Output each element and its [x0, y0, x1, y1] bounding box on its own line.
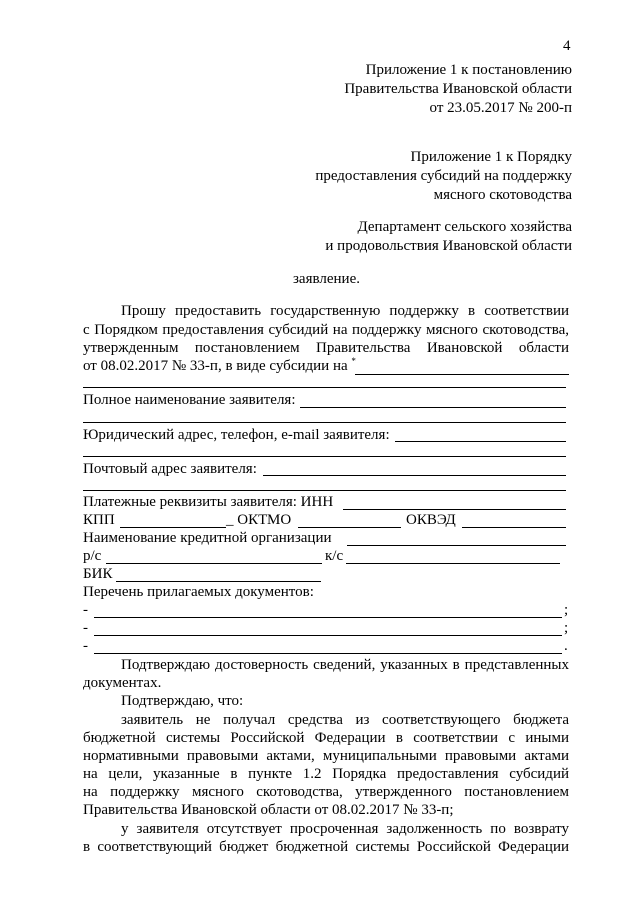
- ks-field[interactable]: [346, 563, 560, 564]
- rs-field[interactable]: [106, 563, 322, 564]
- postal-address-field-cont[interactable]: [83, 490, 566, 491]
- addressee-line-2: и продовольствия Ивановской области: [325, 238, 572, 254]
- full-name-label: Полное наименование заявителя:: [83, 392, 296, 408]
- subsidy-type-field-cont[interactable]: [83, 387, 566, 388]
- doc-item-1-dash: -: [83, 602, 88, 618]
- intro-line-4-text: от 08.02.2017 № 33-п, в виде субсидии на: [83, 358, 348, 374]
- doc-item-3-dash: -: [83, 638, 88, 654]
- doc-item-2-field[interactable]: [94, 635, 562, 636]
- intro-line-1: Прошу предоставить государственную поддержку в соответствии: [121, 303, 569, 319]
- doc-item-2-dash: -: [83, 620, 88, 636]
- full-name-field-cont[interactable]: [83, 422, 566, 423]
- para-1-line-5: на поддержку мясного скотоводства, утвержденного постановлением: [83, 784, 569, 800]
- legal-address-field-cont[interactable]: [83, 456, 566, 457]
- para-1-line-4: на цели, указанные в пункте 1.2 Порядка предоставления субсидий: [83, 766, 569, 782]
- header-annex-line-3: от 23.05.2017 № 200-п: [429, 100, 572, 116]
- header-annex-line-2: Правительства Ивановской области: [344, 81, 572, 97]
- footnote-mark: *: [351, 356, 356, 366]
- doc-item-1-end: ;: [564, 602, 569, 618]
- intro-line-2: с Порядком предоставления субсидий на поддержку мясного скотоводства,: [83, 322, 569, 338]
- rs-label: р/с: [83, 548, 102, 564]
- addressee-line-1: Департамент сельского хозяйства: [357, 219, 572, 235]
- bik-field[interactable]: [116, 581, 321, 582]
- para-1-line-1: заявитель не получал средства из соответствующего бюджета: [121, 712, 569, 728]
- legal-address-field[interactable]: [395, 441, 566, 442]
- ks-label: к/с: [325, 548, 344, 564]
- para-1-line-3: нормативными правовыми актами, муниципальными правовыми актами: [83, 748, 569, 764]
- bik-label: БИК: [83, 566, 113, 582]
- oktmo-field[interactable]: [298, 527, 401, 528]
- bank-name-field[interactable]: [347, 545, 566, 546]
- oktmo-label: _ ОКТМО: [226, 512, 292, 528]
- documents-list-label: Перечень прилагаемых документов:: [83, 584, 314, 600]
- legal-address-label: Юридический адрес, телефон, e-mail заявителя:: [83, 427, 390, 443]
- doc-item-1-field[interactable]: [94, 617, 562, 618]
- kpp-label: КПП: [83, 512, 115, 528]
- para-2-line-1: у заявителя отсутствует просроченная задолженность по возврату: [121, 821, 569, 837]
- para-2-line-2: в соответствующий бюджет бюджетной системы Российской Федерации: [83, 839, 569, 855]
- header-annex-line-1: Приложение 1 к постановлению: [365, 62, 572, 78]
- para-1-line-6: Правительства Ивановской области от 08.02.2017 № 33-п;: [83, 802, 454, 818]
- okved-field[interactable]: [462, 527, 566, 528]
- para-1-line-2: бюджетной системы Российской Федерации в соответствии с иными: [83, 730, 569, 746]
- doc-item-3-end: .: [564, 638, 568, 654]
- inn-field[interactable]: [343, 509, 566, 510]
- intro-line-4: [83, 358, 356, 375]
- page-number: 4: [563, 38, 571, 54]
- kpp-field[interactable]: [120, 527, 226, 528]
- doc-item-2-end: ;: [564, 620, 569, 636]
- header-order-line-1: Приложение 1 к Порядку: [410, 149, 572, 165]
- confirm-2: Подтверждаю, что:: [121, 693, 244, 709]
- postal-address-label: Почтовый адрес заявителя:: [83, 461, 257, 477]
- intro-line-3: утвержденным постановлением Правительства Ивановской области: [83, 340, 569, 356]
- header-order-line-2: предоставления субсидий на поддержку: [315, 168, 572, 184]
- postal-address-field[interactable]: [263, 475, 566, 476]
- okved-label: ОКВЭД: [406, 512, 456, 528]
- doc-item-3-field[interactable]: [94, 653, 562, 654]
- document-title: заявление.: [293, 271, 360, 287]
- bank-name-label: Наименование кредитной организации: [83, 530, 332, 546]
- confirm-1-line-2: документах.: [83, 675, 162, 691]
- header-order-line-3: мясного скотоводства: [433, 187, 572, 203]
- confirm-1-line-1: Подтверждаю достоверность сведений, указанных в представленных: [121, 657, 569, 673]
- payment-inn-label: Платежные реквизиты заявителя: ИНН: [83, 494, 334, 510]
- subsidy-type-field[interactable]: [355, 374, 569, 375]
- full-name-field[interactable]: [300, 407, 566, 408]
